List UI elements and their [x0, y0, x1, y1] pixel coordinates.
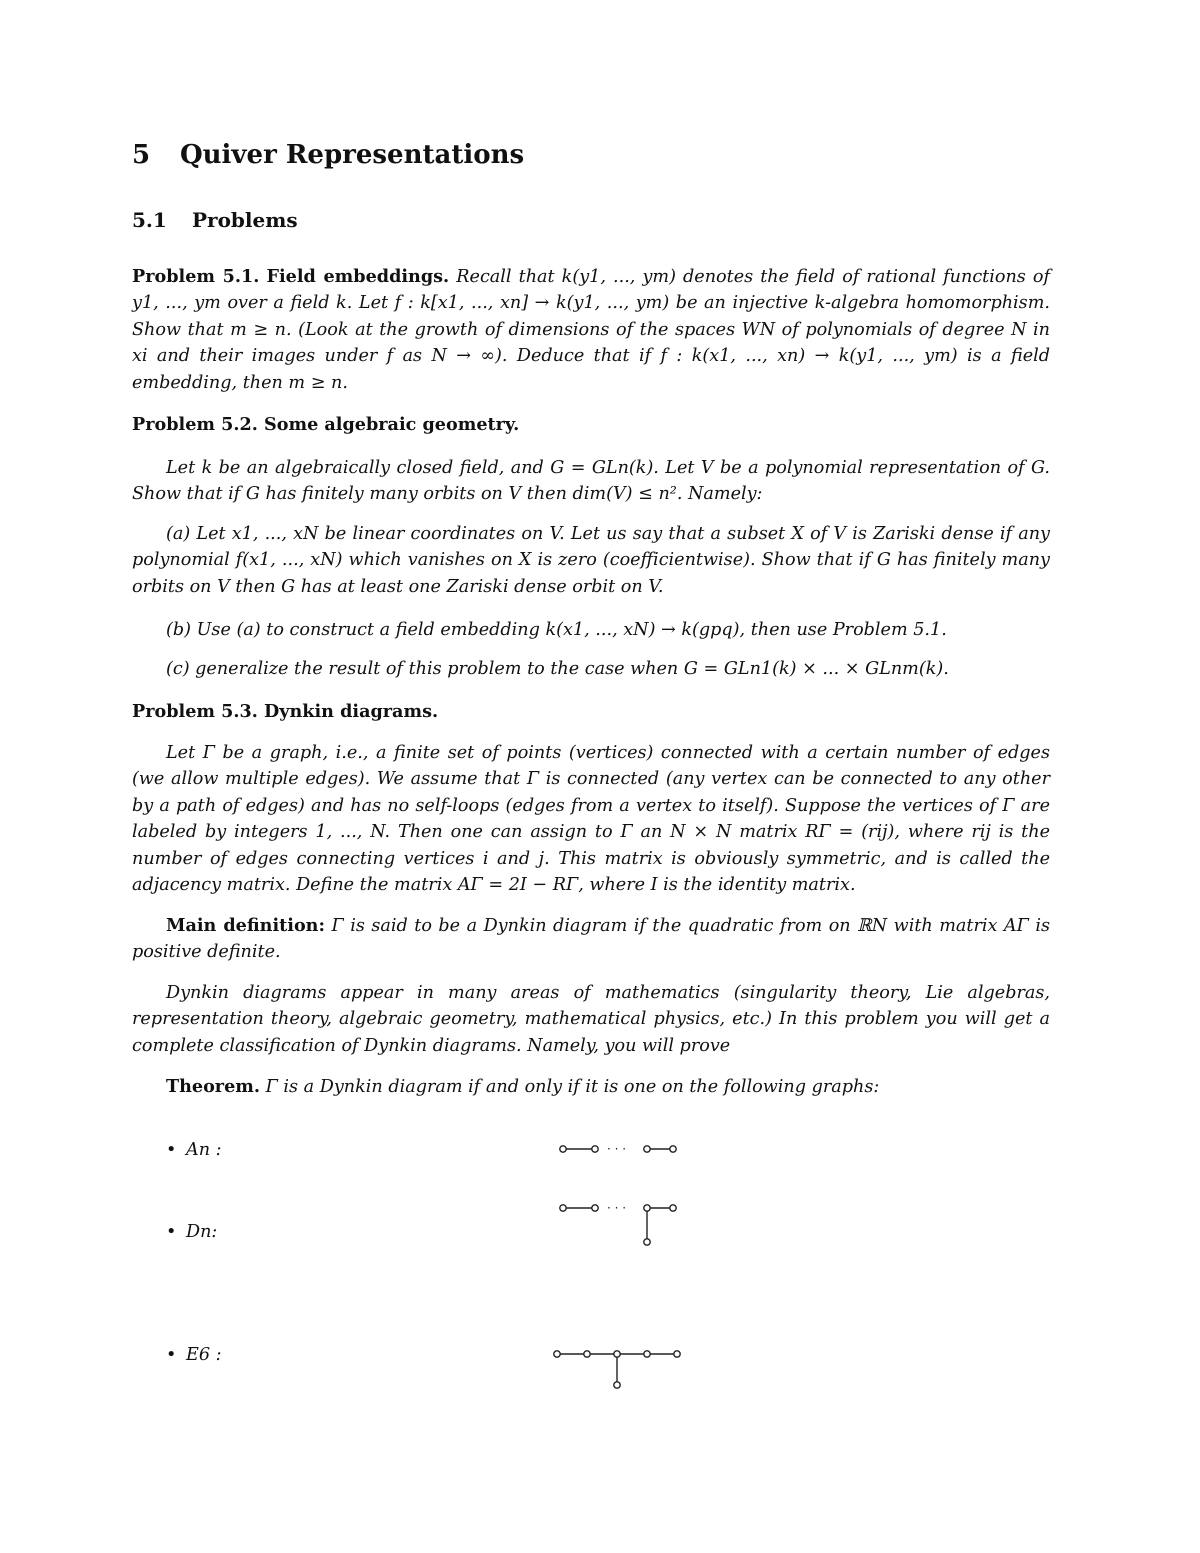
theorem-text: Γ is a Dynkin diagram if and only if it is one on the following graphs:: [265, 1077, 880, 1097]
bullet-marker: •: [166, 1222, 177, 1242]
problem-5-2-title: Some algebraic geometry.: [264, 414, 520, 435]
theorem: [132, 1074, 1050, 1100]
problem-5-2-part-b: (b) Use (a) to construct a field embedding k(x1, ..., xN) → k(gpq), then use Problem 5.1.: [166, 620, 947, 640]
an-vertex: [592, 1146, 598, 1152]
problem-5-1: [132, 264, 1050, 396]
an-diagram: [557, 1140, 687, 1160]
problem-5-1-label: Problem 5.1.: [132, 266, 260, 287]
section-number: 5: [132, 140, 151, 170]
theorem-label: Theorem.: [166, 1076, 261, 1097]
problem-5-1-title: Field embeddings.: [266, 266, 450, 287]
problem-5-3-text: Let Γ be a graph, i.e., a finite set of points (vertices) connected with a certain number of edges (we allow multiple edges). We assume that Γ is connected (any vertex can be connected to any other by a path of edges) and has no self-loops (edges from a vertex to itself). Suppose the vertices of Γ are labeled by integers 1, ..., N. Then one can assign to Γ an N × N matrix RΓ = (rij), where rij is the number of edges connecting vertices i and j. This matrix is obviously symmetric, and is called the adjacency matrix. Define the matrix AΓ = 2I − RΓ, where I is the identity matrix.: [132, 743, 1050, 896]
dn-vertex: [592, 1205, 598, 1211]
an-vertex: [644, 1146, 650, 1152]
bullet-marker: •: [166, 1345, 177, 1365]
an-vertex: [670, 1146, 676, 1152]
subsection-number: 5.1: [132, 208, 167, 232]
section-title: Quiver Representations: [180, 140, 525, 170]
an-vertex: [560, 1146, 566, 1152]
problem-5-3-heading: [132, 701, 438, 722]
bullet-an: [166, 1140, 222, 1160]
subsection-title: Problems: [192, 208, 298, 232]
bullet-e6: [166, 1345, 222, 1365]
bullet-marker: •: [166, 1140, 177, 1160]
e6-vertex: [554, 1351, 560, 1357]
bullet-e6-label: E6 :: [186, 1345, 222, 1365]
bullet-dn: [166, 1222, 217, 1242]
main-definition-text: Γ is said to be a Dynkin diagram if the quadratic from on ℝN with matrix AΓ is positive definite.: [132, 916, 1050, 963]
main-definition-label: Main definition:: [166, 915, 325, 936]
main-definition: [132, 913, 1050, 966]
dn-vertex: [670, 1205, 676, 1211]
e6-vertex: [614, 1351, 620, 1357]
dn-vertex: [644, 1239, 650, 1245]
dn-ellipsis: · · ·: [607, 1201, 627, 1215]
e6-diagram: [551, 1345, 691, 1395]
section-heading: [132, 140, 524, 170]
problem-5-3-label: Problem 5.3.: [132, 701, 258, 722]
dn-diagram: [557, 1199, 687, 1255]
dynkin-intro: Dynkin diagrams appear in many areas of mathematics (singularity theory, Lie algebras, representation theory, algebraic geometry, mathematical physics, etc.) In this problem you will get a complete classification of Dynkin diagrams. Namely, you will prove: [132, 983, 1050, 1056]
subsection-heading: [132, 208, 298, 232]
problem-5-2-heading: [132, 414, 519, 435]
bullet-dn-label: Dn:: [186, 1222, 218, 1242]
an-ellipsis: · · ·: [607, 1142, 627, 1156]
dn-vertex: [560, 1205, 566, 1211]
bullet-an-label: An :: [186, 1140, 222, 1160]
problem-5-2-part-a: (a) Let x1, ..., xN be linear coordinates on V. Let us say that a subset X of V is Zariski dense if any polynomial f(x1, ..., xN) which vanishes on X is zero (coefficientwise). Show that if G has finitely many orbits on V then G has at least one Zariski dense orbit on V.: [132, 524, 1050, 597]
e6-vertex: [674, 1351, 680, 1357]
e6-vertex: [584, 1351, 590, 1357]
problem-5-2-label: Problem 5.2.: [132, 414, 258, 435]
problem-5-1-text: Recall that k(y1, ..., ym) denotes the field of rational functions of y1, ..., ym over a field k. Let f : k[x1, ..., xn] → k(y1, ..., ym) be an injective k-algebra homomorphism. Show that m ≥ n. (Look at the growth of dimensions of the spaces WN of polynomials of degree N in xi and their images under f as N → ∞). Deduce that if f : k(x1, ..., xn) → k(y1, ..., ym) is a field embedding, then m ≥ n.: [132, 267, 1051, 393]
problem-5-2-intro: Let k be an algebraically closed field, and G = GLn(k). Let V be a polynomial representation of G. Show that if G has finitely many orbits on V then dim(V) ≤ n². Namely:: [132, 458, 1050, 505]
e6-vertex: [644, 1351, 650, 1357]
problem-5-3-title: Dynkin diagrams.: [264, 701, 439, 722]
e6-vertex: [614, 1382, 620, 1388]
dn-vertex: [644, 1205, 650, 1211]
problem-5-2-part-c: (c) generalize the result of this problem to the case when G = GLn1(k) × ... × GLnm(k).: [166, 659, 949, 679]
